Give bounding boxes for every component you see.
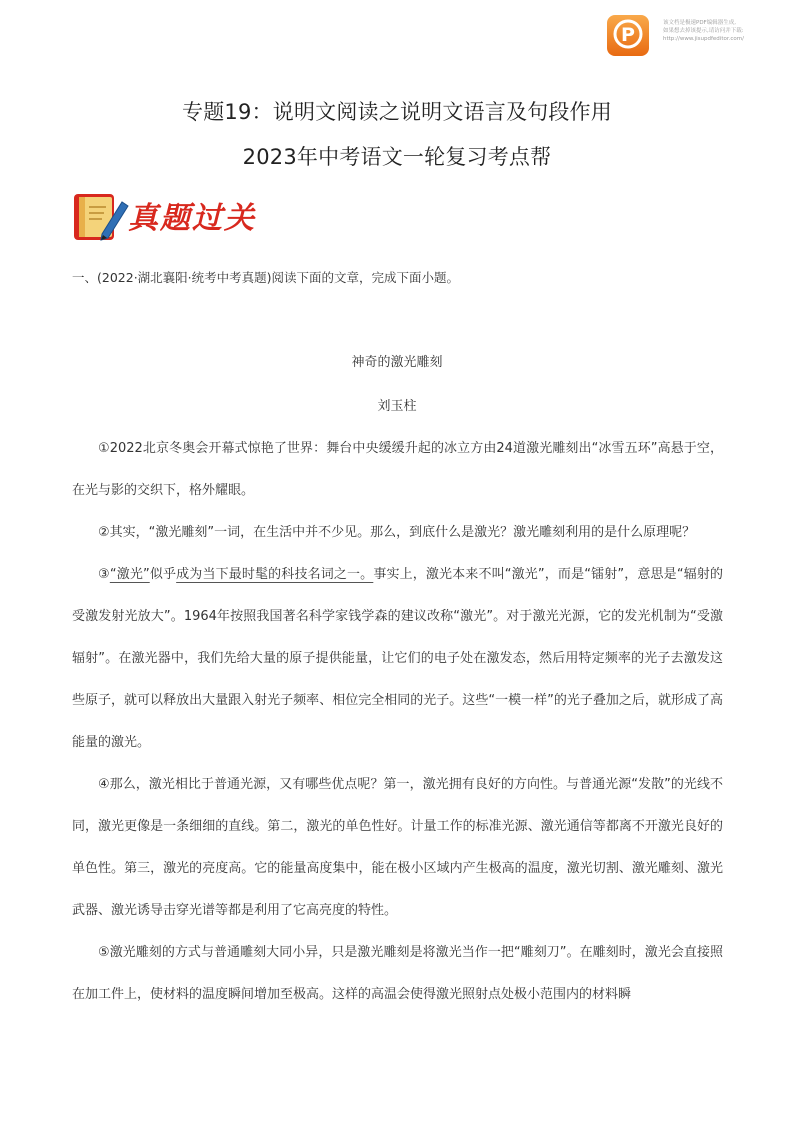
paragraph-3-rest: 事实上，激光本来不叫“激光”，而是“镭射”，意思是“辐射的受激发射光放大”。1964年按照我国著名科学家钱学森的建议改称“激光”。对于激光光源，它的发光机制为“受激辐射”。在激光器中，我们先给大量的原子提供能量，让它们的电子处在激发态，然后用特定频率的光子去激发这些原子，就可以释放出大量跟入射光子频率、相位完全相同的光子。这些“一模一样”的光子叠加之后，就形成了高能量的激光。 [72, 567, 723, 750]
paragraph-3-prefix: ③ [98, 567, 110, 582]
article-author: 刘玉柱 [377, 399, 417, 414]
question-number: 一、 [72, 270, 98, 285]
article-title: 神奇的激光雕刻 [351, 355, 443, 370]
page-title: 专题19：说明文阅读之说明文语言及句段作用 [182, 100, 612, 124]
paragraph-2: ②其实，“激光雕刻”一词，在生活中并不少见。那么，到底什么是激光？激光雕刻利用的是什么原理呢？ [98, 525, 696, 540]
underlined-phrase: 成为当下最时髦的科技名词之一。 [176, 567, 374, 582]
paragraph-1: ①2022北京冬奥会开幕式惊艳了世界：舞台中央缓缓升起的冰立方由24道激光雕刻出“冰雪五环”高悬于空，在光与影的交织下，格外耀眼。 [72, 441, 723, 498]
question-instruction: 阅读下面的文章，完成下面小题。 [271, 270, 460, 285]
question-header [72, 268, 459, 286]
paragraph-5: ⑤激光雕刻的方式与普通雕刻大同小异，只是激光雕刻是将激光当作一把“雕刻刀”。在雕刻时，激光会直接照在加工件上，使材料的温度瞬间增加至极高。这样的高温会使得激光照射点处极小范围内的材料瞬 [72, 945, 723, 1002]
underlined-term-laser: “激光” [109, 567, 150, 582]
logo-glyph: P [621, 24, 635, 46]
logo-note [663, 19, 783, 43]
paragraph-3-mid: 似乎 [149, 567, 177, 582]
logo-note-link[interactable]: http://www.jisupdfeditor.com/ [663, 36, 744, 42]
paragraph-4: ④那么，激光相比于普通光源，又有哪些优点呢？第一，激光拥有良好的方向性。与普通光源“发散”的光线不同，激光更像是一条细细的直线。第二，激光的单色性好。计量工作的标准光源、激光通信等都离不开激光良好的单色性。第三，激光的亮度高。它的能量高度集中，能在极小区域内产生极高的温度，激光切割、激光雕刻、激光武器、激光诱导击穿光谱等都是利用了它高亮度的特性。 [72, 777, 723, 918]
badge-text: 真题过关 [128, 201, 256, 236]
logo-note-line: 如果想去掉该提示,请访问并下载: [663, 28, 744, 34]
logo-note-line: 该文档是极速PDF编辑器生成, [663, 20, 736, 26]
paragraph-3 [72, 554, 723, 764]
page-subtitle: 2023年中考语文一轮复习考点帮 [242, 145, 552, 169]
section-badge [72, 188, 272, 244]
pdf-editor-logo [606, 14, 651, 57]
pdf-logo-icon [606, 14, 651, 57]
question-source: (2022·湖北襄阳·统考中考真题) [97, 270, 272, 285]
book-pen-icon [74, 194, 128, 240]
